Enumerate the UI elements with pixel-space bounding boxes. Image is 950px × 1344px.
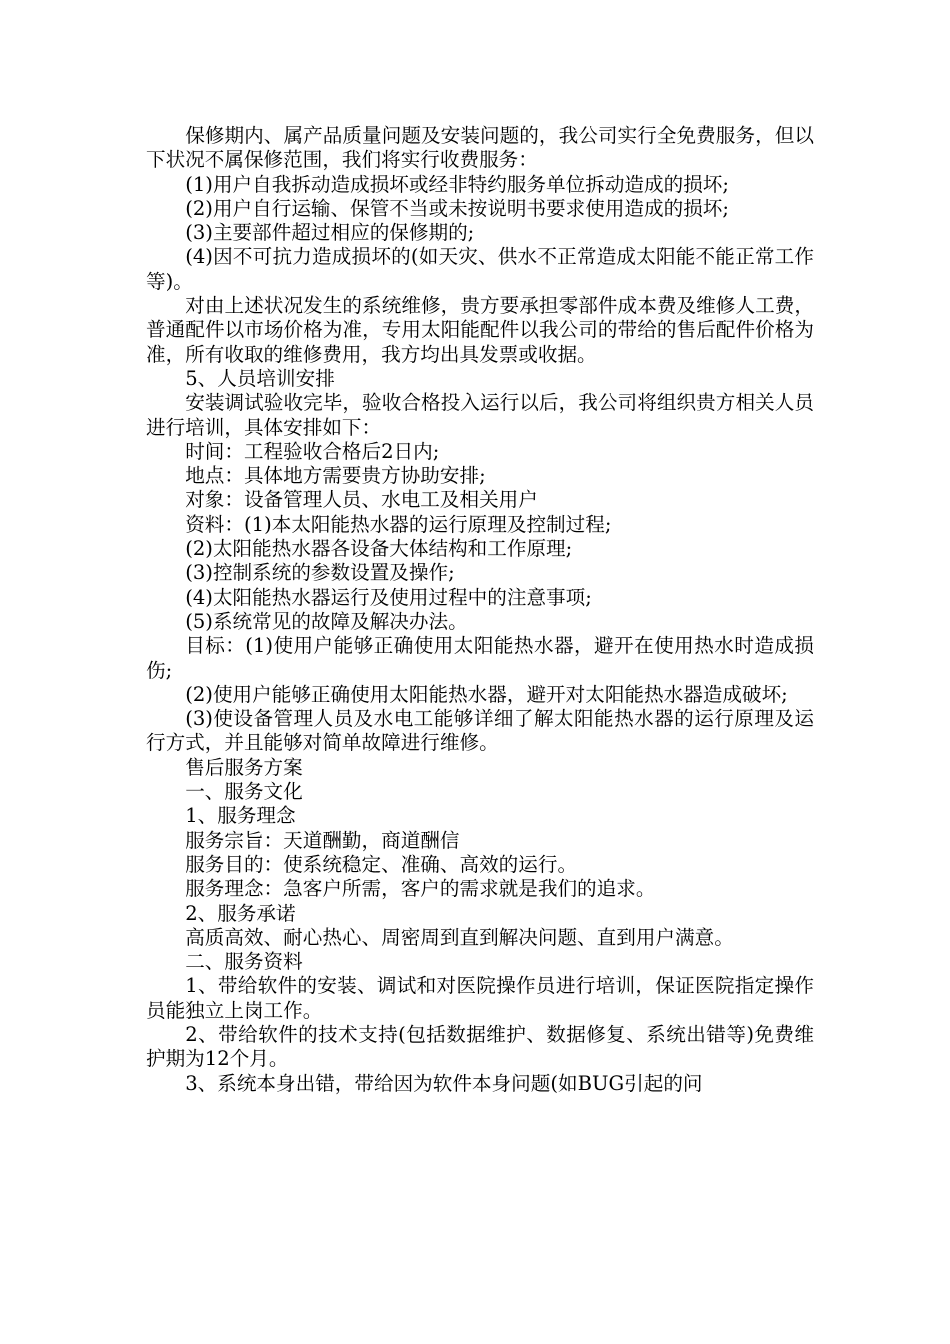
section-heading: 二、服务资料 bbox=[185, 950, 303, 974]
paragraph: (4)因不可抗力造成损坏的(如天灾、供水不正常造成太阳能不能正常工作等)。 bbox=[146, 245, 814, 293]
paragraph: 地点：具体地方需要贵方协助安排; bbox=[185, 464, 486, 488]
section-heading: 2、服务承诺 bbox=[185, 901, 296, 925]
paragraph: 资料：(1)本太阳能热水器的运行原理及控制过程; bbox=[185, 512, 612, 536]
paragraph: (3)使设备管理人员及水电工能够详细了解太阳能热水器的运行原理及运行方式，并且能够对简单故障进行维修。 bbox=[146, 707, 814, 755]
paragraph: 3、系统本身出错，带给因为软件本身问题(如BUG引起的问 bbox=[185, 1071, 703, 1095]
paragraph: 对由上述状况发生的系统维修，贵方要承担零部件成本费及维修人工费，普通配件以市场价格为准，专用太阳能配件以我公司的带给的售后配件价格为准，所有收取的维修费用，我方均出具发票或收据。 bbox=[146, 294, 814, 366]
paragraph: 服务宗旨：天道酬勤，商道酬信 bbox=[185, 828, 460, 852]
paragraph: 安装调试验收完毕，验收合格投入运行以后，我公司将组织贵方相关人员进行培训，具体安排如下： bbox=[146, 391, 814, 439]
paragraph: 高质高效、耐心热心、周密周到直到解决问题、直到用户满意。 bbox=[185, 925, 734, 949]
paragraph: 保修期内、属产品质量问题及安装问题的，我公司实行全免费服务，但以下状况不属保修范围，我们将实行收费服务： bbox=[146, 124, 814, 172]
section-heading: 售后服务方案 bbox=[185, 755, 303, 779]
section-heading: 一、服务文化 bbox=[185, 780, 303, 804]
paragraph: 对象：设备管理人员、水电工及相关用户 bbox=[185, 488, 538, 512]
paragraph: (3)控制系统的参数设置及操作; bbox=[185, 561, 455, 585]
paragraph: 服务目的：使系统稳定、准确、高效的运行。 bbox=[185, 852, 578, 876]
section-heading: 1、服务理念 bbox=[185, 804, 296, 828]
paragraph: (3)主要部件超过相应的保修期的; bbox=[185, 221, 475, 245]
document-body bbox=[146, 124, 814, 1096]
paragraph: (4)太阳能热水器运行及使用过程中的注意事项; bbox=[185, 585, 592, 609]
paragraph: 2、带给软件的技术支持(包括数据维护、数据修复、系统出错等)免费维护期为12个月。 bbox=[146, 1022, 814, 1071]
paragraph: (2)使用户能够正确使用太阳能热水器，避开对太阳能热水器造成破坏; bbox=[185, 682, 788, 706]
paragraph: (2)用户自行运输、保管不当或未按说明书要求使用造成的损坏; bbox=[185, 196, 729, 220]
paragraph: 服务理念：急客户所需，客户的需求就是我们的追求。 bbox=[185, 877, 656, 901]
paragraph: (2)太阳能热水器各设备大体结构和工作原理; bbox=[185, 537, 573, 561]
paragraph: (1)用户自我拆动造成损坏或经非特约服务单位拆动造成的损坏; bbox=[185, 172, 729, 196]
paragraph: 时间：工程验收合格后2日内; bbox=[185, 439, 440, 463]
paragraph: 1、带给软件的安装、调试和对医院操作员进行培训，保证医院指定操作员能独立上岗工作。 bbox=[146, 974, 814, 1022]
paragraph: 目标：(1)使用户能够正确使用太阳能热水器，避开在使用热水时造成损伤; bbox=[146, 634, 814, 682]
paragraph: (5)系统常见的故障及解决办法。 bbox=[185, 609, 468, 633]
section-heading: 5、人员培训安排 bbox=[185, 366, 335, 390]
